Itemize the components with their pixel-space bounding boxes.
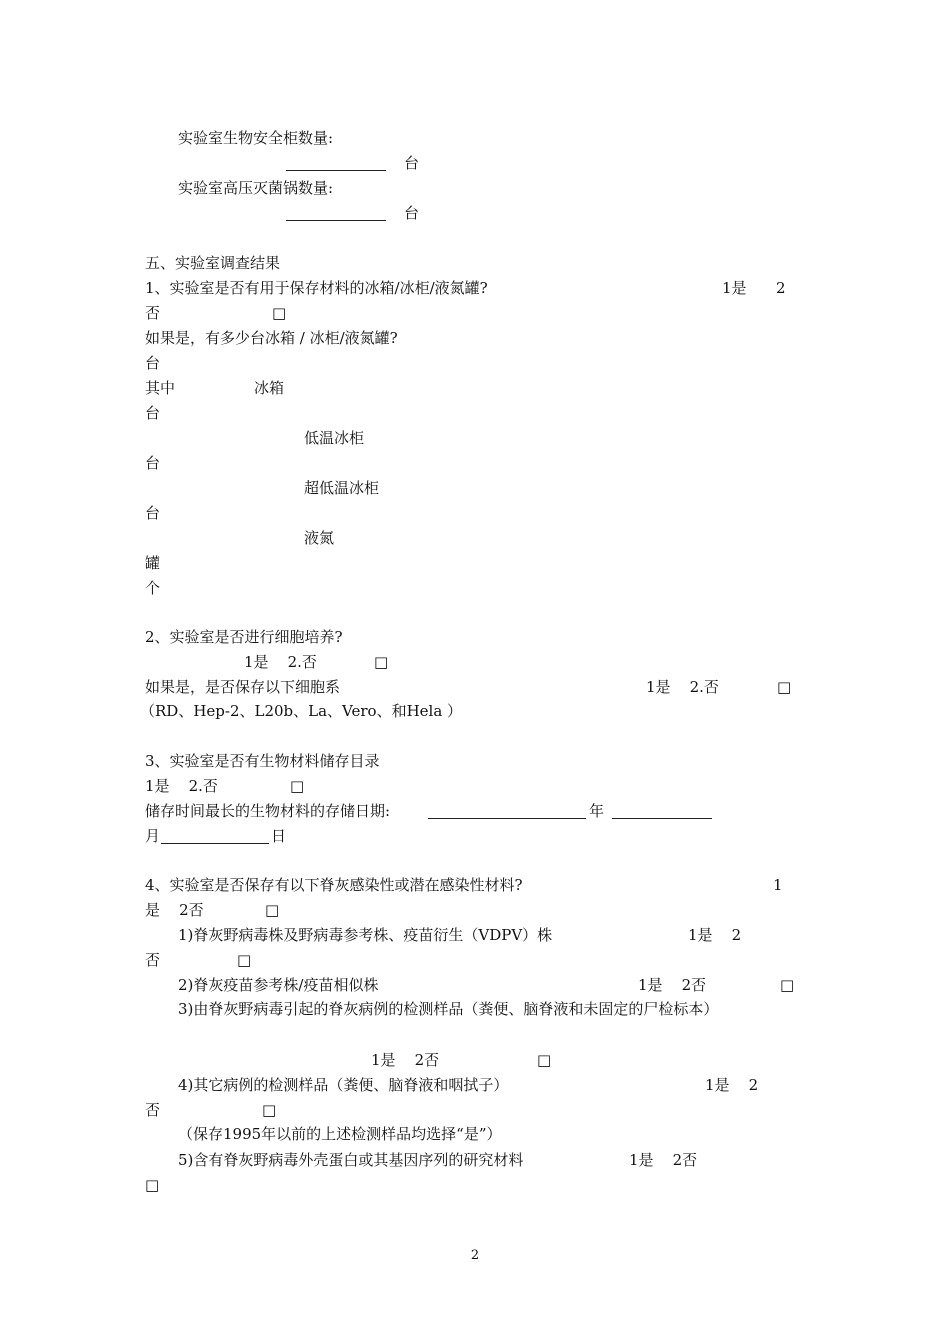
autoclave-count-label: 实验室高压灭菌锅数量:	[178, 179, 334, 197]
q4-note: （保存1995年以前的上述检测样品均选择“是”）	[178, 1125, 502, 1143]
q4-option-yes-num[interactable]: 1	[773, 876, 783, 894]
q1-option-yes[interactable]: 1是	[722, 279, 747, 297]
q4-item4-options[interactable]: 1是 2	[705, 1076, 759, 1094]
q1-ln2-label: 液氮	[304, 529, 335, 547]
q3-month-field[interactable]	[612, 818, 712, 819]
q3-date-label: 储存时间最长的生物材料的存储日期:	[145, 802, 391, 820]
q4-item4-no[interactable]: 否	[145, 1101, 161, 1119]
q1-unit-ge: 个	[145, 579, 161, 597]
q2-options[interactable]: 1是 2.否	[244, 653, 317, 671]
q1-among-label: 其中	[145, 379, 176, 397]
q1-ln2-tank: 罐	[145, 554, 161, 572]
q1-unit-ultralow: 台	[145, 504, 161, 522]
q3-month-unit: 月	[145, 827, 161, 845]
q1-text: 1、实验室是否有用于保存材料的冰箱/冰柜/液氮罐?	[145, 279, 488, 297]
q1-fridge-label: 冰箱	[254, 379, 285, 397]
q4-item1-options[interactable]: 1是 2	[688, 926, 742, 944]
q3-checkbox[interactable]: □	[290, 777, 305, 795]
q1-checkbox[interactable]: □	[272, 304, 287, 322]
q3-day-field[interactable]	[161, 843, 269, 844]
q1-unit-total: 台	[145, 354, 161, 372]
autoclave-unit: 台	[404, 204, 420, 222]
q1-option-no-num[interactable]: 2	[776, 279, 786, 297]
q4-item5-options[interactable]: 1是 2否	[629, 1151, 698, 1169]
q1-unit-fridge: 台	[145, 404, 161, 422]
q4-item3-options[interactable]: 1是 2否	[371, 1051, 440, 1069]
q2-followup-options[interactable]: 1是 2.否	[646, 678, 719, 696]
q3-options[interactable]: 1是 2.否	[145, 777, 218, 795]
q4-item1-no[interactable]: 否	[145, 951, 161, 969]
bsc-count-field[interactable]	[286, 170, 386, 171]
q1-lowtemp-label: 低温冰柜	[304, 429, 365, 447]
q1-option-no[interactable]: 否	[145, 304, 161, 322]
section-title: 五、实验室调查结果	[145, 254, 281, 272]
q4-checkbox[interactable]: □	[265, 901, 280, 919]
bsc-count-label: 实验室生物安全柜数量:	[178, 129, 334, 147]
q1-ultralow-label: 超低温冰柜	[304, 479, 380, 497]
q4-text: 4、实验室是否保存有以下脊灰感染性或潜在感染性材料?	[145, 876, 523, 894]
q4-item4: 4)其它病例的检测样品（粪便、脑脊液和咽拭子）	[178, 1076, 509, 1094]
q1-followup: 如果是，有多少台冰箱 / 冰柜/液氮罐?	[145, 329, 398, 347]
q2-checkbox[interactable]: □	[374, 653, 389, 671]
bsc-unit: 台	[404, 154, 420, 172]
q3-day-unit: 日	[271, 827, 287, 845]
q4-item1: 1)脊灰野病毒株及野病毒参考株、疫苗衍生（VDPV）株	[178, 926, 553, 944]
q3-text: 3、实验室是否有生物材料储存目录	[145, 752, 380, 770]
q4-item5: 5)含有脊灰野病毒外壳蛋白或其基因序列的研究材料	[178, 1151, 524, 1169]
q4-item1-checkbox[interactable]: □	[237, 951, 252, 969]
q2-text: 2、实验室是否进行细胞培养?	[145, 628, 343, 646]
q3-year-unit: 年	[589, 802, 605, 820]
q4-options[interactable]: 是 2否	[145, 901, 204, 919]
autoclave-count-field[interactable]	[286, 220, 386, 221]
q4-item3-checkbox[interactable]: □	[537, 1051, 552, 1069]
q2-followup-checkbox[interactable]: □	[777, 678, 792, 696]
q4-item2-options[interactable]: 1是 2否	[638, 976, 707, 994]
q1-unit-lowtemp: 台	[145, 454, 161, 472]
q4-item5-checkbox[interactable]: □	[145, 1176, 160, 1194]
q4-item2: 2)脊灰疫苗参考株/疫苗相似株	[178, 976, 379, 994]
q2-cell-lines: （RD、Hep-2、L20b、La、Vero、和Hela ）	[140, 702, 463, 720]
q4-item3: 3)由脊灰野病毒引起的脊灰病例的检测样品（粪便、脑脊液和未固定的尸检标本）	[178, 1000, 719, 1018]
q2-followup: 如果是，是否保存以下细胞系	[145, 678, 341, 696]
page-number: 2	[470, 1248, 480, 1263]
q3-year-field[interactable]	[428, 818, 586, 819]
q4-item2-checkbox[interactable]: □	[780, 976, 795, 994]
q4-item4-checkbox[interactable]: □	[262, 1101, 277, 1119]
